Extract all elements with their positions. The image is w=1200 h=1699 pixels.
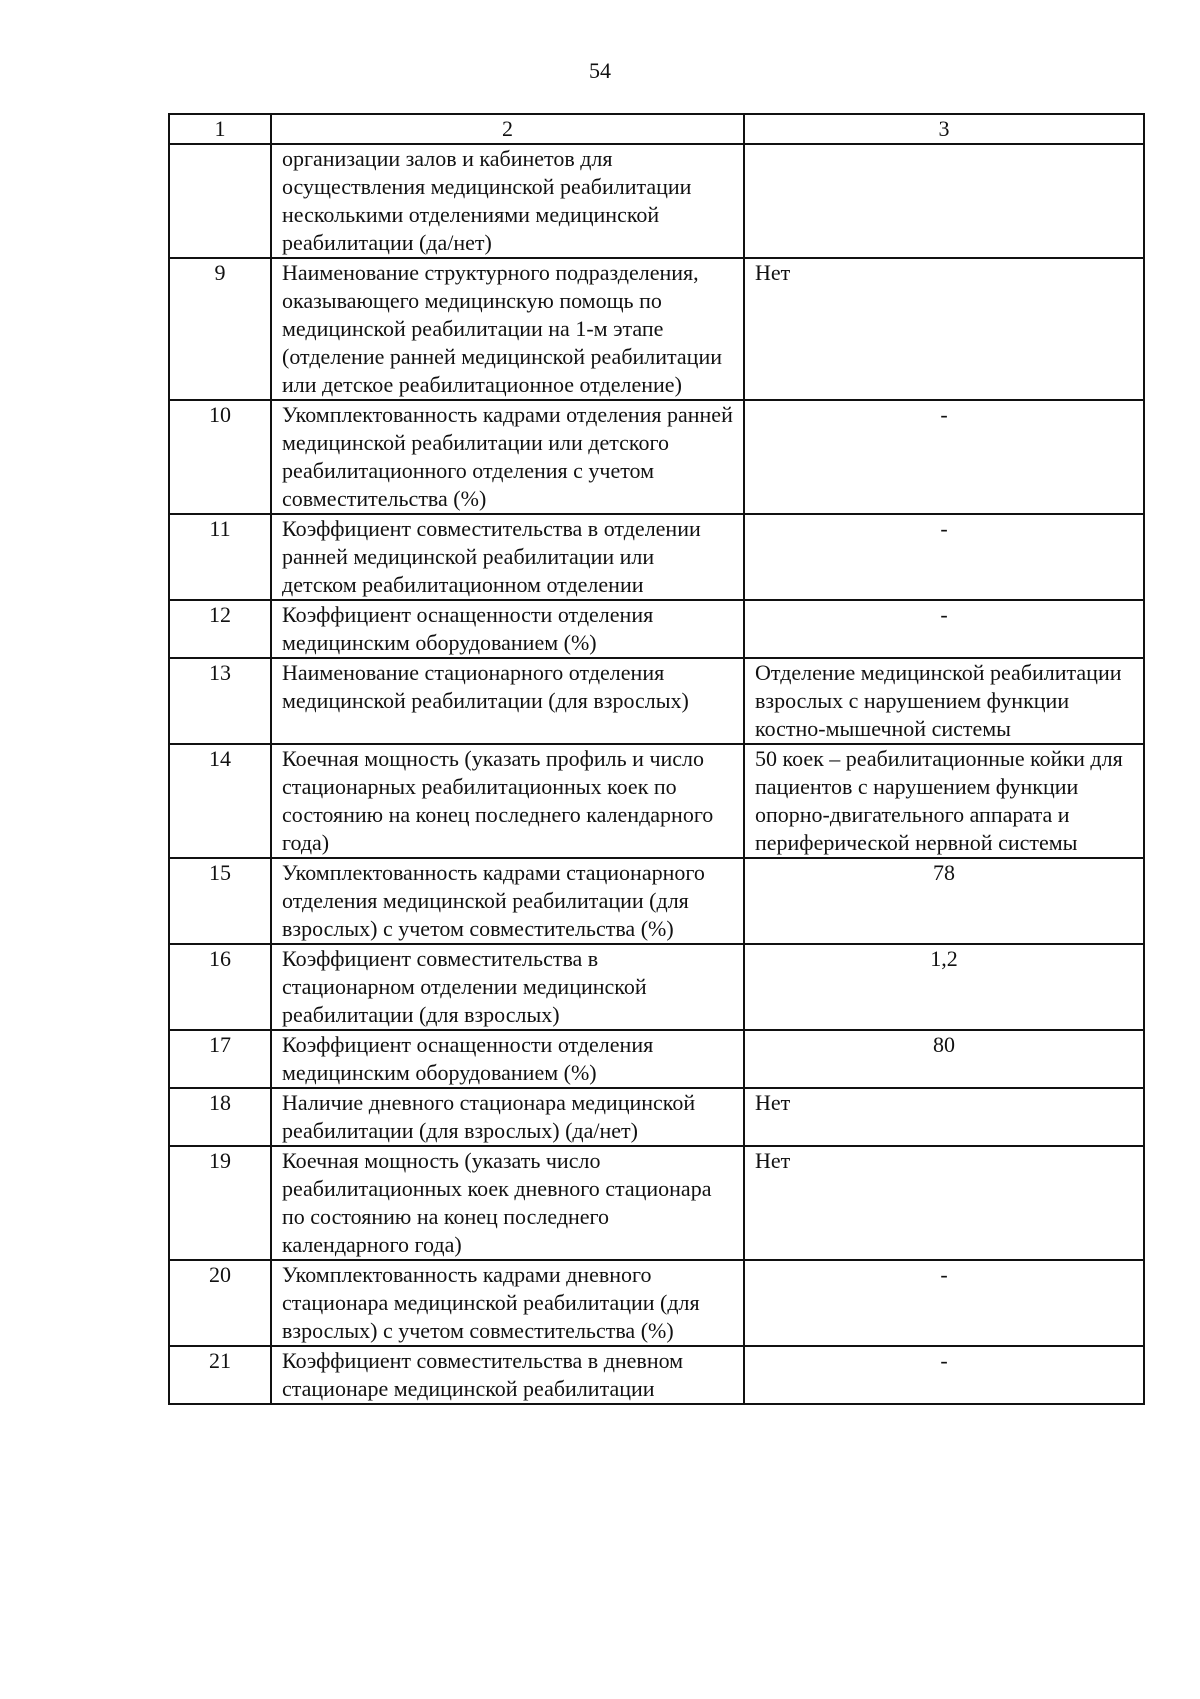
row-number: 20	[169, 1260, 271, 1346]
indicator-value: Отделение медицинской реабилитации взрослых с нарушением функции костно-мышечной системы	[744, 658, 1144, 744]
indicator-label: Наименование структурного подразделения, оказывающего медицинскую помощь по медицинской реабилитации на 1-м этапе (отделение ранней медицинской реабилитации или детское реабилитационное отделение)	[271, 258, 744, 400]
table-row	[169, 258, 1144, 400]
table-body	[169, 144, 1144, 1404]
indicator-label: Коэффициент совместительства в стационарном отделении медицинской реабилитации (для взрослых)	[271, 944, 744, 1030]
indicator-label: Укомплектованность кадрами отделения ранней медицинской реабилитации или детского реабилитационного отделения с учетом совместительства (%)	[271, 400, 744, 514]
indicator-label: организации залов и кабинетов для осуществления медицинской реабилитации несколькими отделениями медицинской реабилитации (да/нет)	[271, 144, 744, 258]
indicator-value: Нет	[744, 1146, 1144, 1260]
table-row	[169, 658, 1144, 744]
table-row	[169, 1088, 1144, 1146]
indicator-label: Коэффициент оснащенности отделения медицинским оборудованием (%)	[271, 600, 744, 658]
table-row	[169, 858, 1144, 944]
indicator-label: Коэффициент оснащенности отделения медицинским оборудованием (%)	[271, 1030, 744, 1088]
row-number: 19	[169, 1146, 271, 1260]
row-number: 17	[169, 1030, 271, 1088]
row-number: 12	[169, 600, 271, 658]
indicator-value: -	[744, 1346, 1144, 1404]
indicator-label: Коэффициент совместительства в отделении ранней медицинской реабилитации или детском реабилитационном отделении	[271, 514, 744, 600]
row-number: 11	[169, 514, 271, 600]
table-row	[169, 144, 1144, 258]
table-row	[169, 1030, 1144, 1088]
indicator-value: 80	[744, 1030, 1144, 1088]
indicator-value	[744, 144, 1144, 258]
row-number: 16	[169, 944, 271, 1030]
indicator-value: Нет	[744, 1088, 1144, 1146]
indicator-value: -	[744, 600, 1144, 658]
indicator-value: 78	[744, 858, 1144, 944]
row-number: 14	[169, 744, 271, 858]
page-number: 54	[589, 58, 611, 83]
table-row	[169, 600, 1144, 658]
row-number: 15	[169, 858, 271, 944]
table-row	[169, 1146, 1144, 1260]
table-row	[169, 944, 1144, 1030]
indicator-value: -	[744, 1260, 1144, 1346]
table-row	[169, 1346, 1144, 1404]
table-row	[169, 744, 1144, 858]
indicator-label: Укомплектованность кадрами дневного стационара медицинской реабилитации (для взрослых) с учетом совместительства (%)	[271, 1260, 744, 1346]
table-row	[169, 400, 1144, 514]
indicator-value: 1,2	[744, 944, 1144, 1030]
row-number: 18	[169, 1088, 271, 1146]
column-header-value: 3	[744, 114, 1144, 144]
indicator-label: Укомплектованность кадрами стационарного отделения медицинской реабилитации (для взрослых) с учетом совместительства (%)	[271, 858, 744, 944]
indicator-value: Нет	[744, 258, 1144, 400]
row-number: 13	[169, 658, 271, 744]
indicator-value: -	[744, 514, 1144, 600]
column-header-indicator: 2	[271, 114, 744, 144]
table-header-row	[169, 114, 1144, 144]
table-row	[169, 1260, 1144, 1346]
indicator-label: Коечная мощность (указать профиль и число стационарных реабилитационных коек по состоянию на конец последнего календарного года)	[271, 744, 744, 858]
table-row	[169, 514, 1144, 600]
row-number: 21	[169, 1346, 271, 1404]
indicator-value: -	[744, 400, 1144, 514]
indicator-label: Наименование стационарного отделения медицинской реабилитации (для взрослых)	[271, 658, 744, 744]
column-header-number: 1	[169, 114, 271, 144]
row-number: 9	[169, 258, 271, 400]
indicators-table	[168, 113, 1145, 1405]
indicator-label: Коечная мощность (указать число реабилитационных коек дневного стационара по состоянию на конец последнего календарного года)	[271, 1146, 744, 1260]
indicator-label: Коэффициент совместительства в дневном стационаре медицинской реабилитации	[271, 1346, 744, 1404]
row-number: 10	[169, 400, 271, 514]
indicator-value: 50 коек – реабилитационные койки для пациентов с нарушением функции опорно-двигательного аппарата и периферической нервной системы	[744, 744, 1144, 858]
indicator-label: Наличие дневного стационара медицинской реабилитации (для взрослых) (да/нет)	[271, 1088, 744, 1146]
row-number	[169, 144, 271, 258]
